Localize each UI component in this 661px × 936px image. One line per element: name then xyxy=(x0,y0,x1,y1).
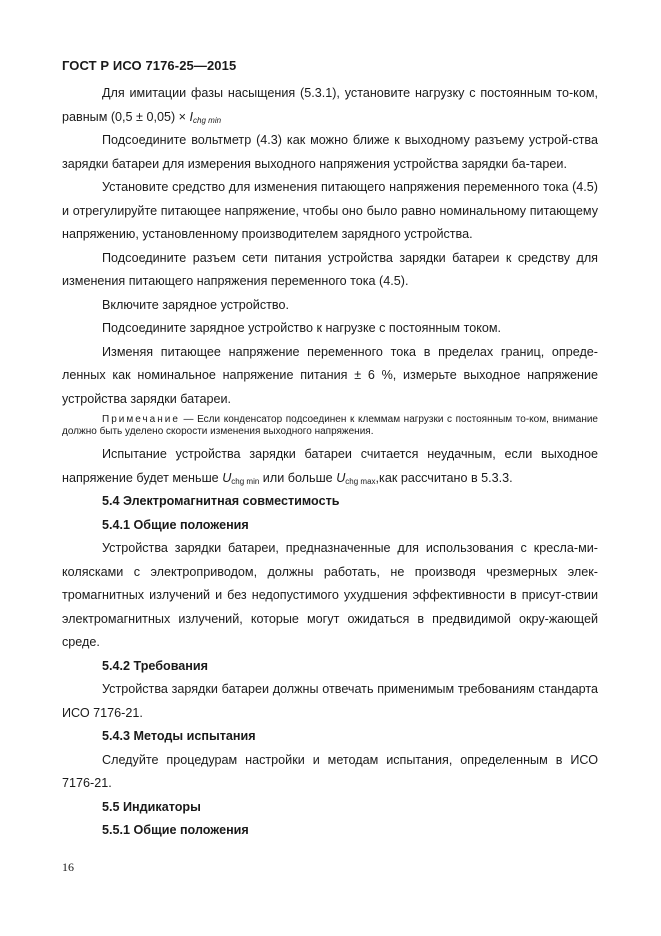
paragraph-failure-criteria xyxy=(62,443,598,490)
subscript: chg min xyxy=(193,115,222,125)
section-heading-5-4-2: 5.4.2 Требования xyxy=(102,658,209,673)
section-heading-5-5: 5.5 Индикаторы xyxy=(102,799,201,814)
paragraph-supply-adjust: Установите средство для изменения питающего напряжения переменного тока (4.5) и отрегулируйте питающее напряжение, чтобы оно было равно номинальному питающему напряжению, установленному производителем зарядного устройства. xyxy=(62,180,598,241)
text: ,как рассчитано в 5.3.3. xyxy=(375,470,513,485)
note-label: Примечание xyxy=(102,414,180,425)
document-header: ГОСТ Р ИСО 7176-25—2015 xyxy=(62,58,237,73)
paragraph-switch-on: Включите зарядное устройство. xyxy=(102,297,289,312)
var-i: I xyxy=(189,109,194,124)
subscript: chg min xyxy=(231,476,260,486)
note-text: — Если конденсатор подсоединен к клеммам нагрузки с постоянным то-ком, внимание должно быть уделено скорости изменения выходного напряжения. xyxy=(62,414,598,437)
paragraph-emc-requirements: Устройства зарядки батареи должны отвечать применимым требованиям стандарта ИСО 7176-21. xyxy=(62,682,598,720)
paragraph-connect-mains: Подсоедините разъем сети питания устройства зарядки батареи к средству для изменения питающего напряжения переменного тока (4.5). xyxy=(62,250,598,288)
text: Испытание устройства зарядки батареи считается неудачным, если выходное напряжение будет меньше xyxy=(62,447,598,485)
var-u: U xyxy=(336,470,346,485)
subscript: chg max xyxy=(345,476,376,486)
paragraph-connect-load: Подсоедините зарядное устройство к нагрузке с постоянным током. xyxy=(102,321,502,335)
text: или больше xyxy=(259,470,337,485)
text: Для имитации фазы насыщения (5.3.1), установите нагрузку с постоянным то-ком, равным (0,5 ± 0,05) × xyxy=(62,86,598,124)
page-number: 16 xyxy=(62,860,74,874)
section-heading-5-4-1: 5.4.1 Общие положения xyxy=(102,517,249,532)
section-heading-5-4-3: 5.4.3 Методы испытания xyxy=(102,729,256,743)
paragraph-voltmeter: Подсоедините вольтметр (4.3) как можно ближе к выходному разъему устрой-ства зарядки батареи для измерения выходного напряжения устройства зарядки ба-тареи. xyxy=(62,133,598,171)
var-u: U xyxy=(222,470,232,485)
note xyxy=(62,414,598,438)
section-heading-5-5-1: 5.5.1 Общие положения xyxy=(102,823,249,837)
paragraph-emc-methods: Следуйте процедурам настройки и методам испытания, определенным в ИСО 7176-21. xyxy=(62,752,598,790)
section-heading-5-4: 5.4 Электромагнитная совместимость xyxy=(102,494,340,508)
paragraph-emc-general: Устройства зарядки батареи, предназначенные для использования с кресла-ми-колясками с электроприводом, должны работать, не производя чрезмерных элек-тромагнитных излучений и без недопустимого ухудшения эффективности в присут-ствии электромагнитных излучений, которые могут ожидаться в предвидимой окру-жающей среде. xyxy=(62,541,598,649)
paragraph-saturation xyxy=(62,82,598,129)
paragraph-vary-supply: Изменяя питающее напряжение переменного тока в пределах границ, опреде-ленных как номинальное напряжение питания ± 6 %, измерьте выходное напряжение устройства зарядки батареи. xyxy=(62,344,598,406)
document-page xyxy=(62,58,598,843)
